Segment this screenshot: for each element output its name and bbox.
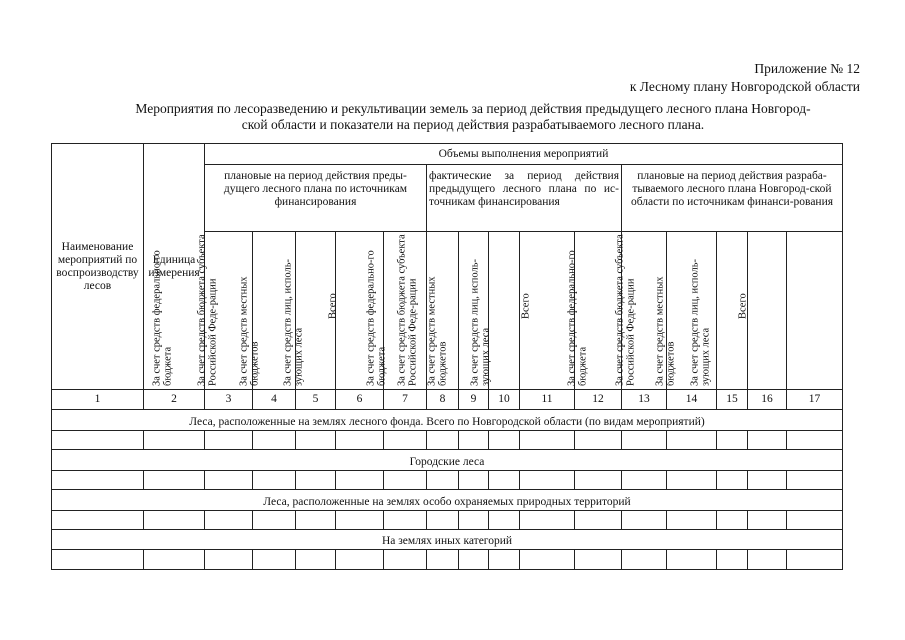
subheader-regional-1: За счет средств бюджета субъекта Российской Феде-рации [253,232,296,390]
table-cell [748,550,787,570]
table-row [52,471,843,490]
table-cell [205,511,253,530]
table-cell [336,511,384,530]
table-cell [144,431,205,450]
subheader-total-2: Всего [575,232,622,390]
table-cell [575,431,622,450]
table-cell [144,511,205,530]
table-cell [205,550,253,570]
table-cell [575,511,622,530]
table-cell [575,550,622,570]
header-group-actual-previous: фактические за период действия предыдущего лесного плана по ис-точникам финансирования [427,165,622,232]
table-cell [717,471,748,490]
table-cell [296,511,336,530]
table-cell [253,550,296,570]
appendix-number: Приложение № 12 [754,61,860,76]
subheader-local-1: За счет средств местных бюджетов [296,232,336,390]
column-number: 10 [489,390,520,410]
table-cell [427,550,459,570]
column-number: 8 [427,390,459,410]
table-cell [717,431,748,450]
table-cell [253,471,296,490]
table-cell [489,550,520,570]
table-cell [520,550,575,570]
table-cell [667,511,717,530]
table-cell [459,550,489,570]
table-cell [253,431,296,450]
section-urban-forests: Городские леса [52,450,843,471]
table-cell [296,550,336,570]
table-cell [144,550,205,570]
table-cell [787,431,843,450]
table-cell [575,471,622,490]
subheader-federal-2: За счет средств федерально-го бюджета [427,232,459,390]
table-cell [205,471,253,490]
table-cell [520,511,575,530]
table-cell [384,511,427,530]
column-number-row [52,390,843,410]
header-volumes: Объемы выполнения мероприятий [205,144,843,165]
subheader-regional-2: За счет средств бюджета субъекта Российской Феде-рации [459,232,489,390]
table-row [52,431,843,450]
table-cell [52,550,144,570]
table-cell [622,511,667,530]
table-cell [144,471,205,490]
table-cell [520,431,575,450]
header-group-planned-new: плановые на период действия разраба-тываемого лесного плана Новгород-ской области по источникам финанси-рования [622,165,843,232]
document-title-line-2: ской области и показатели на период действия разрабатываемого лесного плана. [241,117,705,132]
column-number: 17 [787,390,843,410]
table-cell [489,431,520,450]
subheader-users-2: За счет средств лиц, исполь-зующих леса [520,232,575,390]
header-measure-name: Наименование мероприятий по воспроизводству лесов [52,144,144,390]
column-number: 5 [296,390,336,410]
table-cell [667,471,717,490]
table-cell [205,431,253,450]
table-cell [384,431,427,450]
table-cell [787,511,843,530]
column-number: 11 [520,390,575,410]
column-number: 6 [336,390,384,410]
column-number: 9 [459,390,489,410]
table-cell [296,471,336,490]
table-cell [520,471,575,490]
table-cell [787,550,843,570]
table-row [52,550,843,570]
table-cell [748,511,787,530]
table-cell [384,550,427,570]
table-cell [622,471,667,490]
header-group-planned-previous: плановые на период действия преды-дущего лесного плана по источникам финансирования [205,165,427,232]
table-cell [253,511,296,530]
table-cell [667,550,717,570]
subheader-users-3: За счет средств лиц, исполь-зующих леса [748,232,787,390]
document-title [82,101,864,133]
table-cell [489,511,520,530]
table-cell [427,511,459,530]
column-number: 14 [667,390,717,410]
table-row [52,511,843,530]
column-number: 3 [205,390,253,410]
table-cell [296,431,336,450]
table-cell [489,471,520,490]
table-cell [748,431,787,450]
table-cell [427,471,459,490]
table-cell [52,511,144,530]
table-cell [459,511,489,530]
column-number: 1 [52,390,144,410]
table-cell [622,431,667,450]
section-forest-fund: Леса, расположенные на землях лесного фонда. Всего по Новгородской области (по видам мероприятий) [52,410,843,431]
table-cell [459,471,489,490]
table-cell [336,550,384,570]
column-number: 15 [717,390,748,410]
table-cell [459,431,489,450]
table-cell [52,471,144,490]
column-number: 4 [253,390,296,410]
table-cell [336,471,384,490]
table-cell [717,511,748,530]
section-other-lands: На землях иных категорий [52,530,843,550]
table-cell [427,431,459,450]
subheader-local-3: За счет средств местных бюджетов [717,232,748,390]
table-cell [384,471,427,490]
document-title-line-1: Мероприятия по лесоразведению и рекультивации земель за период действия предыдущего лесного плана Новгород- [135,101,811,116]
subheader-local-2: За счет средств местных бюджетов [489,232,520,390]
measures-table [51,143,843,570]
table-cell [622,550,667,570]
subheader-total-3: Всего [787,232,843,390]
subheader-federal-3: За счет средств федерально-го бюджета [622,232,667,390]
column-number: 7 [384,390,427,410]
table-cell [748,471,787,490]
column-number: 16 [748,390,787,410]
subheader-total-1: Всего [384,232,427,390]
column-number: 2 [144,390,205,410]
header-unit: Единица измерения [144,144,205,390]
subheader-federal-1: За счет средств федерально-го бюджета [205,232,253,390]
table-cell [336,431,384,450]
subheader-regional-3: За счет средств бюджета субъекта Российской Феде-рации [667,232,717,390]
column-number: 12 [575,390,622,410]
table-cell [717,550,748,570]
section-protected-areas: Леса, расположенные на землях особо охраняемых природных территорий [52,490,843,511]
subheader-users-1: За счет средств лиц, исполь-зующих леса [336,232,384,390]
table-cell [52,431,144,450]
column-number: 13 [622,390,667,410]
table-cell [667,431,717,450]
appendix-reference: к Лесному плану Новгородской области [629,79,860,94]
table-cell [787,471,843,490]
